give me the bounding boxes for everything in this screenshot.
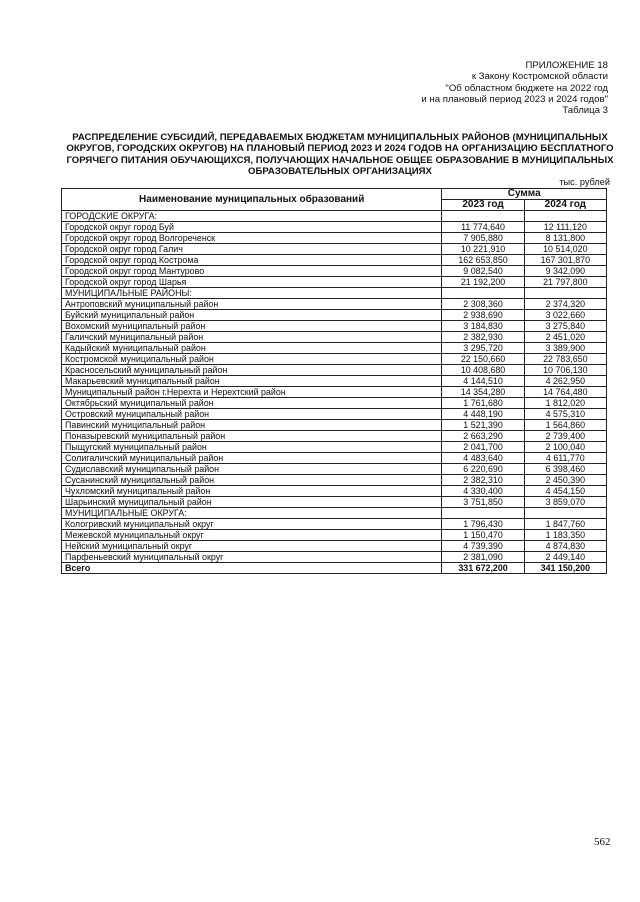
column-header-2024: 2024 год: [524, 200, 606, 211]
row-value-2024: 3 275,840: [524, 321, 606, 332]
row-value-2024: 12 111,120: [524, 222, 606, 233]
row-value-2024: 10 514,020: [524, 244, 606, 255]
row-value-2024: [524, 288, 606, 299]
appendix-line: и на плановый период 2023 и 2024 годов": [421, 93, 608, 105]
table-row: [62, 343, 607, 354]
table-row: [62, 475, 607, 486]
row-value-2024: 1 183,350: [524, 530, 606, 541]
table-row: [62, 508, 607, 519]
table-row: [62, 288, 607, 299]
row-name-cell: Вохомский муниципальный район: [62, 321, 442, 332]
row-name-cell: Городской округ город Кострома: [62, 255, 442, 266]
row-value-2023: [442, 288, 524, 299]
table-row: [62, 530, 607, 541]
row-value-2024: 3 022,660: [524, 310, 606, 321]
row-name-cell: Всего: [62, 563, 442, 574]
table-row: [62, 541, 607, 552]
row-value-2023: 4 448,190: [442, 409, 524, 420]
row-value-2024: 22 783,650: [524, 354, 606, 365]
document-title: РАСПРЕДЕЛЕНИЕ СУБСИДИЙ, ПЕРЕДАВАЕМЫХ БЮДЖЕТАМ МУНИЦИПАЛЬНЫХ РАЙОНОВ (МУНИЦИПАЛЬНЫХ ОКРУГОВ, ГОРОДСКИХ ОКРУГОВ) НА ПЛАНОВЫЙ ПЕРИОД 2023 И 2024 ГОДОВ НА ОРГАНИЗАЦИЮ БЕСПЛАТНОГО ГОРЯЧЕГО ПИТАНИЯ ОБУЧАЮЩИХСЯ, ПОЛУЧАЮЩИХ НАЧАЛЬНОЕ ОБЩЕЕ ОБРАЗОВАНИЕ В МУНИЦИПАЛЬНЫХ ОБРАЗОВАТЕЛЬНЫХ ОРГАНИЗАЦИЯХ: [66, 132, 614, 178]
row-value-2023: 21 192,200: [442, 277, 524, 288]
table-row: [62, 442, 607, 453]
row-value-2023: [442, 508, 524, 519]
table-row: [62, 299, 607, 310]
table-row: [62, 431, 607, 442]
row-name-cell: Буйский муниципальный район: [62, 310, 442, 321]
row-value-2023: 10 221,910: [442, 244, 524, 255]
row-value-2024: [524, 211, 606, 222]
row-value-2024: 2 451,020: [524, 332, 606, 343]
row-value-2023: 2 663,290: [442, 431, 524, 442]
row-name-cell: Костромской муниципальный район: [62, 354, 442, 365]
row-name-cell: Чухломский муниципальный район: [62, 486, 442, 497]
row-name-cell: Галичский муниципальный район: [62, 332, 442, 343]
row-value-2023: 2 382,310: [442, 475, 524, 486]
total-row: [62, 563, 607, 574]
table-row: [62, 211, 607, 222]
table-row: [62, 277, 607, 288]
row-name-cell: Городской округ город Галич: [62, 244, 442, 255]
table-row: [62, 376, 607, 387]
subsidy-table: [61, 188, 607, 574]
row-name-cell: Островский муниципальный район: [62, 409, 442, 420]
row-value-2023: 14 354,280: [442, 387, 524, 398]
row-value-2024: 2 739,400: [524, 431, 606, 442]
row-value-2024: 3 859,070: [524, 497, 606, 508]
row-value-2023: 331 672,200: [442, 563, 524, 574]
row-name-cell: Муниципальный район г.Нерехта и Нерехтский район: [62, 387, 442, 398]
row-value-2023: 4 483,640: [442, 453, 524, 464]
table-row: [62, 332, 607, 343]
row-value-2023: 3 751,850: [442, 497, 524, 508]
row-value-2023: 6 220,690: [442, 464, 524, 475]
column-header-sum: Сумма: [442, 189, 607, 200]
row-value-2023: 2 308,360: [442, 299, 524, 310]
row-value-2024: 14 764,480: [524, 387, 606, 398]
row-name-cell: Макарьевский муниципальный район: [62, 376, 442, 387]
row-value-2023: 4 330,400: [442, 486, 524, 497]
row-value-2023: 1 150,470: [442, 530, 524, 541]
row-name-cell: Межевской муниципальный округ: [62, 530, 442, 541]
row-value-2024: 10 706,130: [524, 365, 606, 376]
row-name-cell: Городской округ город Волгореченск: [62, 233, 442, 244]
table-number: Таблица 3: [562, 105, 608, 117]
row-name-cell: МУНИЦИПАЛЬНЫЕ ОКРУГА:: [62, 508, 442, 519]
row-value-2024: 9 342,090: [524, 266, 606, 277]
row-name-cell: Нейский муниципальный округ: [62, 541, 442, 552]
row-value-2024: 4 575,310: [524, 409, 606, 420]
row-value-2024: 3 389,900: [524, 343, 606, 354]
column-header-2023: 2023 год: [442, 200, 524, 211]
row-name-cell: Октябрьский муниципальный район: [62, 398, 442, 409]
table-row: [62, 486, 607, 497]
row-name-cell: Городской округ город Шарья: [62, 277, 442, 288]
row-name-cell: Кологривский муниципальный округ: [62, 519, 442, 530]
table-row: [62, 354, 607, 365]
row-value-2024: 2 100,040: [524, 442, 606, 453]
table-row: [62, 464, 607, 475]
table-row: [62, 453, 607, 464]
row-value-2024: 4 874,830: [524, 541, 606, 552]
row-value-2023: 2 041,700: [442, 442, 524, 453]
row-name-cell: ГОРОДСКИЕ ОКРУГА:: [62, 211, 442, 222]
row-value-2023: 1 796,430: [442, 519, 524, 530]
row-value-2023: 11 774,640: [442, 222, 524, 233]
row-name-cell: Городской округ город Мантурово: [62, 266, 442, 277]
row-value-2024: [524, 508, 606, 519]
row-name-cell: Солигаличский муниципальный район: [62, 453, 442, 464]
appendix-line: ПРИЛОЖЕНИЕ 18: [525, 60, 608, 71]
row-name-cell: Поназыревский муниципальный район: [62, 431, 442, 442]
table-row: [62, 398, 607, 409]
row-value-2024: 1 812,020: [524, 398, 606, 409]
table-row: [62, 420, 607, 431]
units-label: тыс. рублей: [559, 177, 610, 187]
row-value-2023: 1 521,390: [442, 420, 524, 431]
row-value-2024: 2 374,320: [524, 299, 606, 310]
row-value-2023: [442, 211, 524, 222]
table-row: [62, 255, 607, 266]
row-value-2024: 4 262,950: [524, 376, 606, 387]
row-value-2024: 1 564,860: [524, 420, 606, 431]
table-row: [62, 222, 607, 233]
row-value-2024: 8 131,800: [524, 233, 606, 244]
row-value-2023: 2 382,930: [442, 332, 524, 343]
row-name-cell: Красносельский муниципальный район: [62, 365, 442, 376]
row-value-2024: 2 450,390: [524, 475, 606, 486]
table-row: [62, 310, 607, 321]
row-value-2023: 2 381,090: [442, 552, 524, 563]
table-row: [62, 244, 607, 255]
row-name-cell: МУНИЦИПАЛЬНЫЕ РАЙОНЫ:: [62, 288, 442, 299]
row-name-cell: Павинский муниципальный район: [62, 420, 442, 431]
row-value-2023: 2 938,690: [442, 310, 524, 321]
table-row: [62, 497, 607, 508]
table-row: [62, 387, 607, 398]
row-value-2023: 7 905,880: [442, 233, 524, 244]
row-value-2023: 10 408,680: [442, 365, 524, 376]
column-header-name: Наименование муниципальных образований: [62, 189, 442, 211]
row-name-cell: Пыщугский муниципальный район: [62, 442, 442, 453]
row-name-cell: Судиславский муниципальный район: [62, 464, 442, 475]
table-row: [62, 519, 607, 530]
table-row: [62, 266, 607, 277]
table-row: [62, 409, 607, 420]
row-value-2024: 1 847,760: [524, 519, 606, 530]
row-value-2023: 4 144,510: [442, 376, 524, 387]
table-row: [62, 321, 607, 332]
page-number: 562: [594, 836, 611, 848]
row-name-cell: Парфеньевский муниципальный округ: [62, 552, 442, 563]
row-value-2024: 4 454,150: [524, 486, 606, 497]
row-value-2024: 2 449,140: [524, 552, 606, 563]
row-value-2024: 6 398,460: [524, 464, 606, 475]
row-name-cell: Сусанинский муниципальный район: [62, 475, 442, 486]
row-value-2024: 341 150,200: [524, 563, 606, 574]
row-value-2023: 9 082,540: [442, 266, 524, 277]
row-name-cell: Городской округ город Буй: [62, 222, 442, 233]
row-name-cell: Кадыйский муниципальный район: [62, 343, 442, 354]
table-row: [62, 552, 607, 563]
table-row: [62, 233, 607, 244]
table-row: [62, 365, 607, 376]
row-value-2024: 21 797,800: [524, 277, 606, 288]
row-name-cell: Антроповский муниципальный район: [62, 299, 442, 310]
appendix-line: к Закону Костромской области: [471, 71, 608, 83]
row-value-2023: 4 739,390: [442, 541, 524, 552]
appendix-header: [421, 60, 608, 116]
row-value-2024: 4 611,770: [524, 453, 606, 464]
row-value-2023: 3 295,720: [442, 343, 524, 354]
row-value-2023: 1 761,680: [442, 398, 524, 409]
table-body: [62, 211, 607, 574]
row-value-2023: 3 184,830: [442, 321, 524, 332]
row-value-2023: 162 653,850: [442, 255, 524, 266]
appendix-line: "Об областном бюджете на 2022 год: [445, 82, 608, 94]
row-value-2024: 167 301,870: [524, 255, 606, 266]
row-name-cell: Шарьинский муниципальный район: [62, 497, 442, 508]
row-value-2023: 22 150,660: [442, 354, 524, 365]
